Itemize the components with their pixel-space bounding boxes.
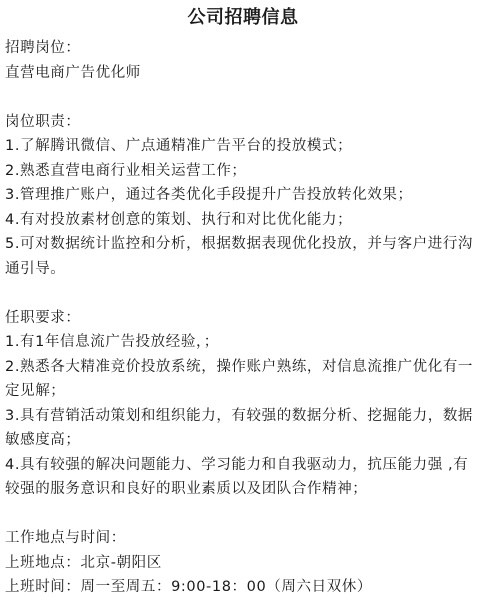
spacer: [5, 502, 481, 527]
requirements-section: [5, 306, 481, 502]
location-heading: 工作地点与时间：: [5, 530, 126, 546]
duties-section: [5, 110, 481, 282]
work-place: 上班地点：北京-朝阳区: [5, 554, 162, 571]
requirement-item: 2.熟悉各大精准竞价投放系统，操作账户熟练，对信息流推广优化有一定见解；: [5, 358, 474, 399]
spacer: [5, 85, 481, 110]
location-section: [5, 526, 481, 600]
document-title: 公司招聘信息: [187, 7, 299, 28]
duty-item: 2.熟悉直营电商行业相关运营工作；: [5, 162, 247, 179]
requirements-heading: 任职要求：: [5, 309, 81, 326]
duties-heading: 岗位职责：: [5, 113, 81, 130]
duty-item: 1.了解腾讯微信、广点通精准广告平台的投放模式；: [5, 138, 353, 154]
work-hours: 上班时间：周一至周五：9:00-18：00（周六日双休）: [5, 579, 372, 595]
duty-item: 4.有对投放素材创意的策划、执行和对比优化能力；: [5, 211, 353, 228]
position-heading: 招聘岗位：: [5, 40, 81, 56]
position-section: [5, 36, 481, 85]
requirement-item: 1.有1年信息流广告投放经验，；: [5, 334, 219, 350]
spacer: [5, 281, 481, 306]
position-name: 直营电商广告优化师: [5, 64, 141, 81]
requirement-item: 3.具有营销活动策划和组织能力，有较强的数据分析、挖掘能力，数据敏感度高；: [5, 407, 474, 448]
requirement-item: 4.具有较强的解决问题能力、学习能力和自我驱动力，抗压能力强 ,有较强的服务意识和良好的职业素质以及团队合作精神；: [5, 456, 469, 497]
duty-item: 5.可对数据统计监控和分析，根据数据表现优化投放，并与客户进行沟通引导。: [5, 236, 474, 277]
duty-item: 3.管理推广账户，通过各类优化手段提升广告投放转化效果；: [5, 187, 413, 203]
